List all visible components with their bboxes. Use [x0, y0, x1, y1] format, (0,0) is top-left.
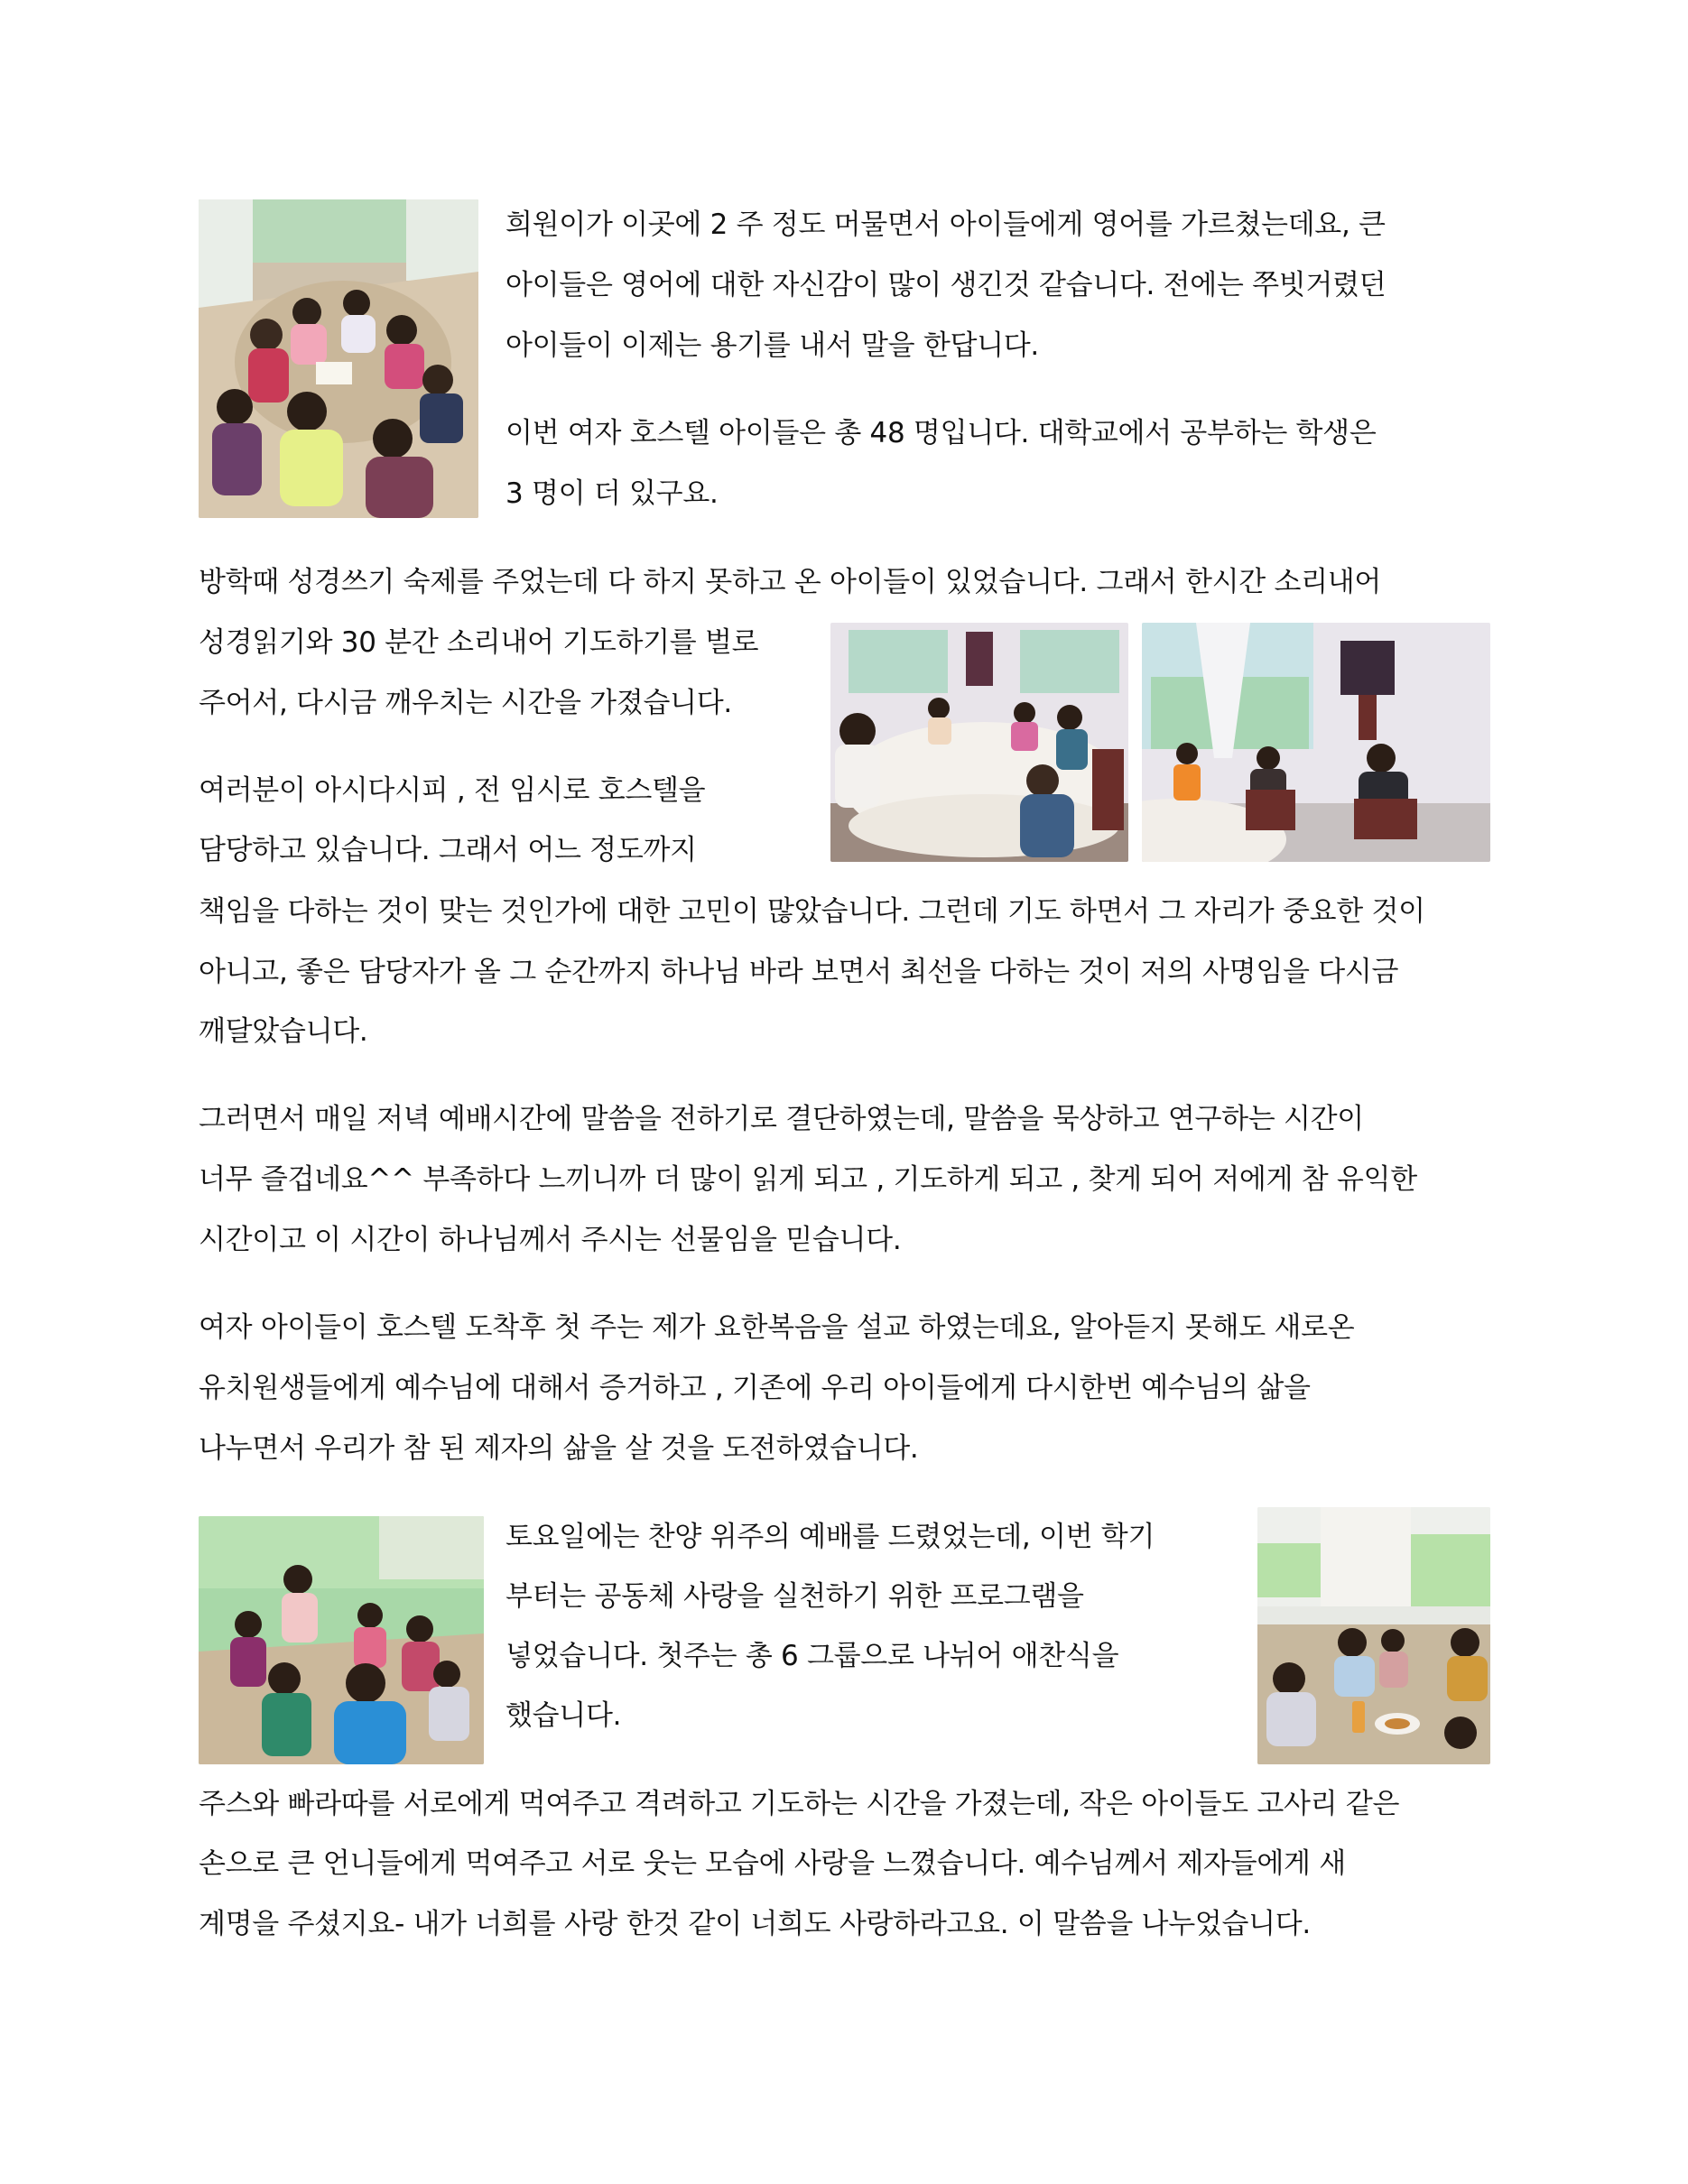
photo-children-circle — [199, 1516, 484, 1764]
text-line: 주어서, 다시금 깨우치는 시간을 가졌습니다. — [199, 687, 732, 719]
text-line: 유치원생들에게 예수님에 대해서 증거하고 , 기존에 우리 아이들에게 다시한번 예수님의 삶을 — [199, 1372, 1311, 1404]
text-line: 주스와 빠라따를 서로에게 먹여주고 격려하고 기도하는 시간을 가졌는데, 작은 아이들도 고사리 같은 — [199, 1788, 1400, 1820]
text-line: 시간이고 이 시간이 하나님께서 주시는 선물임을 믿습니다. — [199, 1224, 902, 1256]
text-line: 했습니다. — [505, 1699, 622, 1732]
text-line: 손으로 큰 언니들에게 먹여주고 서로 웃는 모습에 사랑을 느꼈습니다. 예수님께서 제자들에게 새 — [199, 1847, 1346, 1880]
text-line: 깨달았습니다. — [199, 1015, 368, 1048]
text-line: 담당하고 있습니다. 그래서 어느 정도까지 — [199, 834, 697, 866]
text-line: 부터는 공동체 사랑을 실천하기 위한 프로그램을 — [505, 1580, 1084, 1613]
text-line: 계명을 주셨지요- 내가 너희를 사랑 한것 같이 너희도 사랑하라고요. 이 말씀을 나누었습니다. — [199, 1908, 1311, 1940]
text-line: 아이들이 이제는 용기를 내서 말을 한답니다. — [505, 329, 1039, 362]
text-line: 성경읽기와 30 분간 소리내어 기도하기를 벌로 — [199, 626, 759, 659]
text-line: 넣었습니다. 첫주는 총 6 그룹으로 나뉘어 애찬식을 — [505, 1640, 1119, 1672]
photo-round-table — [830, 623, 1128, 862]
text-line: 여러분이 아시다시피 , 전 임시로 호스텔을 — [199, 774, 706, 807]
photo-children-by-window — [1142, 623, 1490, 862]
text-line: 아이들은 영어에 대한 자신감이 많이 생긴것 같습니다. 전에는 쭈빗거렸던 — [505, 269, 1387, 301]
text-line: 아니고, 좋은 담당자가 올 그 순간까지 하나님 바라 보면서 최선을 다하는 것이 저의 사명임을 다시금 — [199, 956, 1399, 988]
text-line: 너무 즐겁네요^^ 부족하다 느끼니까 더 많이 읽게 되고 , 기도하게 되고 , 찾게 되어 저에게 참 유익한 — [199, 1163, 1417, 1196]
photo-children-studying — [199, 199, 478, 518]
text-line: 3 명이 더 있구요. — [505, 477, 719, 510]
text-line: 토요일에는 찬양 위주의 예배를 드렸었는데, 이번 학기 — [505, 1521, 1155, 1553]
text-line: 여자 아이들이 호스텔 도착후 첫 주는 제가 요한복음을 설교 하였는데요, 알아듣지 못해도 새로온 — [199, 1311, 1355, 1344]
text-line: 이번 여자 호스텔 아이들은 총 48 명입니다. 대학교에서 공부하는 학생은 — [505, 417, 1377, 449]
text-line: 책임을 다하는 것이 맞는 것인가에 대한 고민이 많았습니다. 그런데 기도 하면서 그 자리가 중요한 것이 — [199, 895, 1425, 928]
photo-sharing-food — [1257, 1507, 1490, 1764]
text-line: 방학때 성경쓰기 숙제를 주었는데 다 하지 못하고 온 아이들이 있었습니다. 그래서 한시간 소리내어 — [199, 566, 1382, 598]
text-line: 그러면서 매일 저녁 예배시간에 말씀을 전하기로 결단하였는데, 말씀을 묵상하고 연구하는 시간이 — [199, 1103, 1364, 1135]
text-line: 나누면서 우리가 참 된 제자의 삶을 살 것을 도전하였습니다. — [199, 1432, 919, 1465]
text-line: 희원이가 이곳에 2 주 정도 머물면서 아이들에게 영어를 가르쳤는데요, 큰 — [505, 208, 1386, 241]
